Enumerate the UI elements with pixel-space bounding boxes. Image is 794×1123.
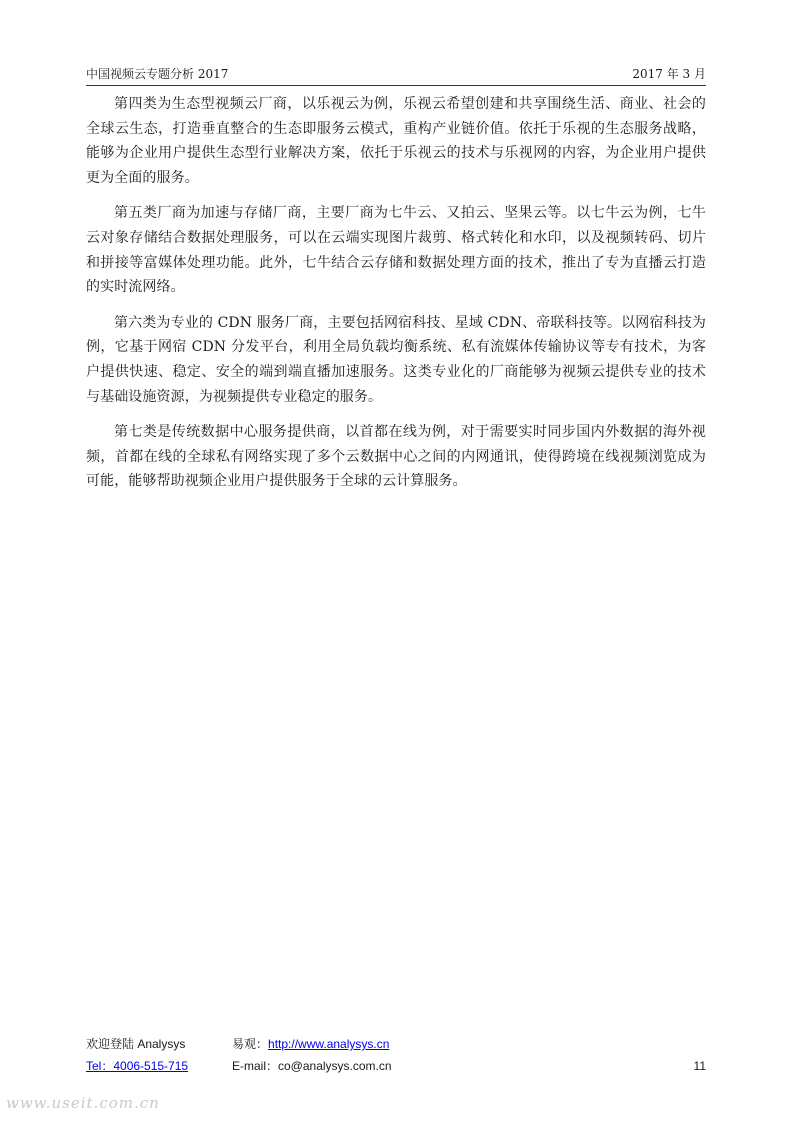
body-text xyxy=(86,92,706,505)
paragraph-storage-vendors: 第五类厂商为加速与存储厂商，主要厂商为七牛云、又拍云、坚果云等。以七牛云为例，七牛云对象存储结合数据处理服务，可以在云端实现图片裁剪、格式转化和水印，以及视频转码、切片和拼接等富媒体处理功能。此外，七牛结合云存储和数据处理方面的技术，推出了专为直播云打造的实时流网络。 xyxy=(86,205,706,296)
footer-site-label: 易观： xyxy=(232,1037,269,1051)
footer-row-top xyxy=(86,1033,706,1055)
page-header xyxy=(86,62,706,86)
page-number: 11 xyxy=(693,1059,706,1073)
report-title: 中国视频云专题分析 2017 xyxy=(86,67,229,81)
footer-site-link[interactable]: http://www.analysys.cn xyxy=(268,1037,390,1051)
paragraph-cdn-vendors: 第六类为专业的 CDN 服务厂商，主要包括网宿科技、星域 CDN、帝联科技等。以网宿科技为例，它基于网宿 CDN 分发平台，利用全局负载均衡系统、私有流媒体传输协议等专有技术，为客户提供快速、稳定、安全的端到端直播加速服务。这类专业化的厂商能够为视频云提供专业的技术与基础设施资源，为视频提供专业稳定的服务。 xyxy=(86,314,706,405)
report-date: 2017 年 3 月 xyxy=(632,67,706,81)
footer-row-bottom xyxy=(86,1055,706,1077)
footer-tel-link[interactable]: Tel：4006-515-715 xyxy=(86,1059,189,1073)
paragraph-datacenter-vendors: 第七类是传统数据中心服务提供商，以首都在线为例，对于需要实时同步国内外数据的海外视频，首都在线的全球私有网络实现了多个云数据中心之间的内网通讯，使得跨境在线视频浏览成为可能，能够帮助视频企业用户提供服务于全球的云计算服务。 xyxy=(86,424,706,490)
footer-welcome: 欢迎登陆 Analysys xyxy=(86,1037,186,1051)
page-footer xyxy=(86,1033,706,1077)
paragraph-ecosystem-vendors: 第四类为生态型视频云厂商，以乐视云为例，乐视云希望创建和共享围绕生活、商业、社会的全球云生态，打造垂直整合的生态即服务云模式，重构产业链价值。依托于乐视的生态服务战略，能够为企业用户提供生态型行业解决方案，依托于乐视云的技术与乐视网的内容，为企业用户提供更为全面的服务。 xyxy=(86,96,706,186)
footer-email: E-mail：co@analysys.com.cn xyxy=(232,1059,392,1073)
footer-site xyxy=(232,1033,389,1055)
watermark: www.useit.com.cn xyxy=(6,1094,160,1112)
